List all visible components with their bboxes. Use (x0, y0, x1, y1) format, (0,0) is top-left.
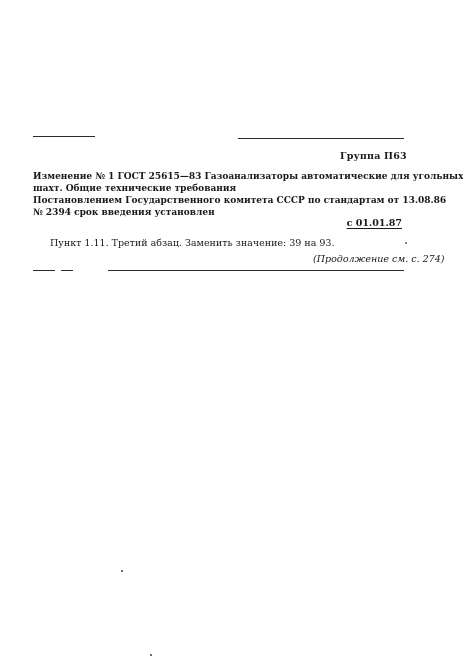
bottom-rule-left-short (61, 270, 73, 271)
amendment-title-line-1: Изменение № 1 ГОСТ 25615—83 Газоанализаторы автоматические для угольных (33, 172, 463, 182)
top-rule-left (33, 136, 95, 137)
scan-speck (405, 242, 407, 244)
top-rule-right (238, 138, 404, 139)
scan-speck (121, 570, 123, 572)
amendment-title-line-2: шахт. Общие технические требования (33, 184, 237, 194)
decree-line-2: № 2394 срок введения установлен (33, 208, 215, 218)
continued-note: (Продолжение см. с. 274) (313, 254, 445, 265)
bottom-rule-right (108, 270, 404, 271)
decree-line-1: Постановлением Государственного комитета СССР по стандартам от 13.08.86 (33, 196, 447, 206)
scan-speck (150, 654, 152, 656)
amendment-title (33, 171, 463, 195)
bottom-rule-left (33, 270, 55, 271)
clause-text: Пункт 1.11. Третий абзац. Заменить значение: 39 на 93. (50, 238, 335, 249)
group-label: Группа П63 (340, 151, 407, 162)
effective-date: с 01.01.87 (346, 218, 402, 229)
decree-paragraph (33, 195, 447, 219)
